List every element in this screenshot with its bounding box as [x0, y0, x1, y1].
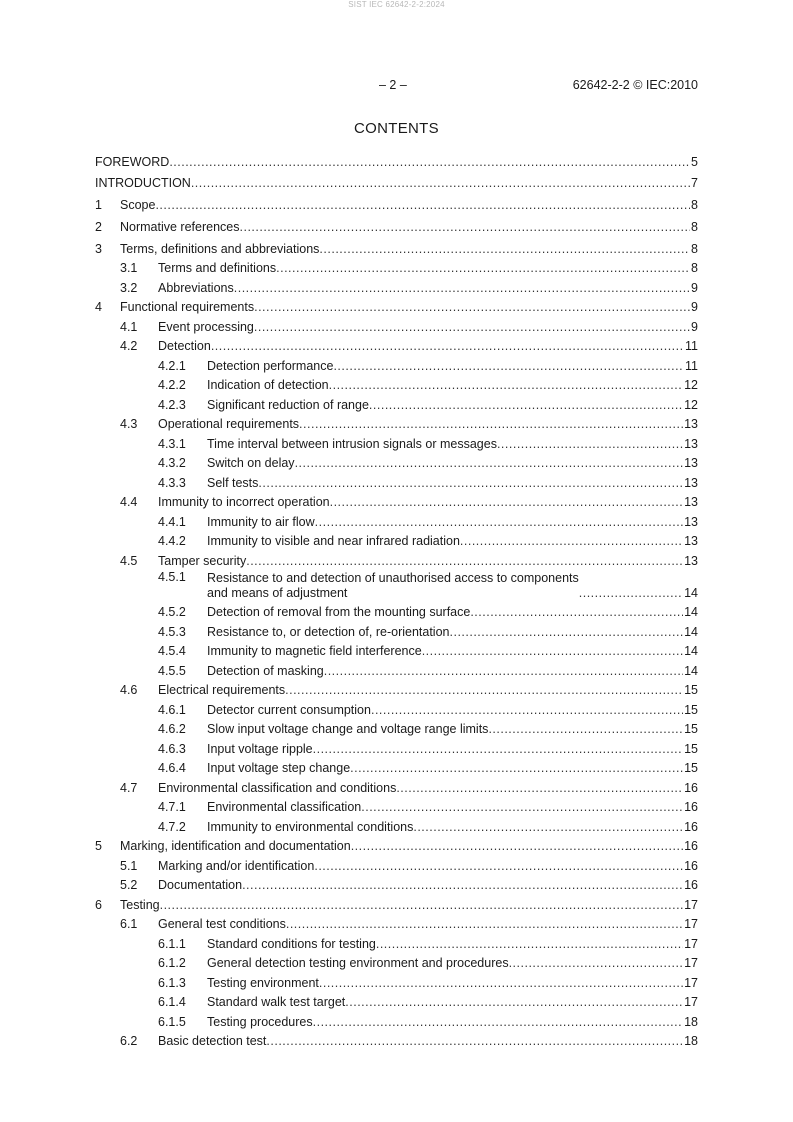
toc-entry-title-wrap	[120, 198, 690, 213]
toc-entry[interactable]	[95, 621, 698, 641]
dot-leader	[351, 839, 683, 854]
toc-entry-title-wrap	[207, 378, 683, 393]
toc-entry-title-wrap	[158, 281, 690, 296]
toc-entry-title-wrap	[158, 320, 690, 335]
toc-entry-page: 16	[684, 780, 698, 795]
toc-entry-title: Documentation	[158, 878, 243, 893]
toc-entry-title: Functional requirements	[120, 300, 255, 315]
toc-entry-page: 12	[684, 378, 698, 393]
toc-entry[interactable]	[95, 816, 698, 836]
toc-entry[interactable]	[95, 375, 698, 395]
toc-entry-title-wrap	[207, 722, 683, 737]
toc-entry-title: Immunity to air flow	[207, 514, 315, 529]
toc-entry[interactable]	[95, 719, 698, 739]
dot-leader	[333, 359, 684, 374]
toc-entry[interactable]	[95, 414, 698, 434]
toc-entry-title: Immunity to visible and near infrared radiation	[207, 534, 460, 549]
toc-entry-title-wrap	[207, 1015, 683, 1030]
toc-entry-title-wrap	[120, 839, 683, 854]
toc-entry-title: FOREWORD	[95, 154, 170, 169]
toc-entry-title: Detection	[158, 339, 211, 354]
toc-entry-title-wrap	[207, 956, 683, 971]
dot-leader	[488, 722, 683, 737]
toc-entry[interactable]	[95, 660, 698, 680]
toc-entry-number: 3	[95, 241, 102, 256]
toc-entry[interactable]	[95, 836, 698, 856]
toc-entry[interactable]	[95, 316, 698, 336]
toc-entry-title-block	[207, 571, 579, 601]
dot-leader	[369, 398, 683, 413]
toc-entry-title-wrap	[207, 742, 683, 757]
dot-leader	[155, 198, 690, 213]
dot-leader	[330, 495, 683, 510]
toc-entry-title-wrap	[158, 417, 683, 432]
dot-leader	[285, 683, 683, 698]
toc-entry[interactable]	[95, 492, 698, 512]
toc-entry-page: 17	[684, 897, 698, 912]
toc-entry-page: 13	[684, 495, 698, 510]
dot-leader	[345, 995, 683, 1010]
toc-entry-title-wrap	[158, 339, 684, 354]
page-number: – 2 –	[379, 78, 407, 92]
toc-entry[interactable]	[95, 777, 698, 797]
toc-entry[interactable]	[95, 171, 698, 193]
toc-entry-title: Abbreviations	[158, 280, 234, 295]
toc-entry[interactable]	[95, 550, 698, 570]
toc-entry-number: 4.5.5	[158, 663, 186, 678]
dot-leader	[315, 515, 683, 530]
dot-leader	[314, 859, 683, 874]
toc-entry-title-wrap	[207, 605, 683, 620]
toc-entry-number: 4.2.2	[158, 378, 186, 393]
toc-entry-page: 16	[684, 839, 698, 854]
toc-entry-title: Immunity to environmental conditions	[207, 819, 414, 834]
dot-leader	[509, 956, 684, 971]
dot-leader	[295, 456, 684, 471]
toc-entry-title: Testing environment	[207, 975, 319, 990]
toc-entry-number: 4.5.2	[158, 605, 186, 620]
toc-entry-page: 11	[685, 339, 698, 354]
toc-entry[interactable]	[95, 297, 698, 317]
toc-entry-title: Normative references	[120, 219, 240, 234]
toc-entry[interactable]	[95, 894, 698, 914]
toc-entry[interactable]	[95, 433, 698, 453]
toc-entry[interactable]	[95, 738, 698, 758]
toc-entry-title: Marking, identification and documentation	[120, 839, 351, 854]
toc-entry-title-wrap	[207, 398, 683, 413]
toc-entry-title: Event processing	[158, 319, 254, 334]
toc-entry-title-wrap	[158, 554, 683, 569]
toc-entry-page: 14	[684, 663, 698, 678]
toc-entry[interactable]	[95, 641, 698, 661]
toc-entry-number: 4.3	[120, 417, 138, 432]
toc-entry[interactable]	[95, 914, 698, 934]
toc-entry-page: 13	[684, 436, 698, 451]
toc-entry-title-wrap	[158, 261, 690, 276]
toc-entry-title: Testing	[120, 897, 160, 912]
dot-leader	[211, 339, 684, 354]
toc-entry-page: 17	[684, 975, 698, 990]
toc-entry[interactable]	[95, 758, 698, 778]
toc-entry-title-wrap	[207, 625, 683, 640]
dot-leader	[361, 800, 683, 815]
toc-entry-title: Immunity to incorrect operation	[158, 495, 330, 510]
dot-leader	[242, 878, 683, 893]
toc-entry-title-wrap	[207, 761, 683, 776]
toc-entry-title-wrap	[207, 359, 684, 374]
toc-entry-page: 8	[691, 219, 698, 234]
toc-entry-number: 2	[95, 219, 102, 234]
toc-entry-title: Detector current consumption	[207, 702, 371, 717]
dot-leader	[371, 703, 683, 718]
toc-entry-number: 4.4.1	[158, 514, 186, 529]
toc-entry-title: General detection testing environment and procedures	[207, 956, 509, 971]
toc-entry-title-wrap	[158, 1034, 683, 1049]
toc-entry-title: Environmental classification	[207, 800, 362, 815]
toc-entry-number: 4.4.2	[158, 534, 186, 549]
toc-entry-number: 6.1.4	[158, 995, 186, 1010]
toc-entry[interactable]	[95, 855, 698, 875]
dot-leader	[313, 742, 683, 757]
toc-entry-page: 14	[684, 624, 698, 639]
dot-leader	[266, 1034, 683, 1049]
toc-entry-title-wrap	[120, 220, 690, 235]
toc-entry[interactable]	[95, 953, 698, 973]
toc-entry-title: Standard walk test target	[207, 995, 346, 1010]
toc-entry-title: Detection of removal from the mounting surface	[207, 605, 471, 620]
toc-entry-page: 8	[691, 198, 698, 213]
toc-entry-title: and means of adjustment	[207, 585, 348, 600]
toc-entry-title: Resistance to, or detection of, re-orientation	[207, 624, 450, 639]
toc-entry-title: Input voltage step change	[207, 761, 351, 776]
toc-entry-number: 4.5.3	[158, 624, 186, 639]
toc-entry-page: 15	[684, 683, 698, 698]
toc-entry-number: 3.2	[120, 280, 138, 295]
toc-entry-number: 4.2.3	[158, 397, 186, 412]
toc-entry-title-wrap	[120, 898, 683, 913]
dot-leader	[246, 554, 683, 569]
dot-leader	[254, 300, 690, 315]
toc-entry-title: Environmental classification and conditions	[158, 780, 397, 795]
toc-entry-number: 4.7.1	[158, 800, 186, 815]
toc-entry-title: Detection performance	[207, 358, 334, 373]
toc-entry-title: Electrical requirements	[158, 683, 286, 698]
toc-entry-number: 4.1	[120, 319, 138, 334]
toc-entry-title-wrap	[207, 937, 683, 952]
toc-entry-page: 7	[691, 176, 698, 191]
toc-entry-title: Operational requirements	[158, 417, 300, 432]
toc-entry-number: 4.5	[120, 553, 138, 568]
toc-entry-title: Significant reduction of range	[207, 397, 369, 412]
toc-entry-number: 4.6	[120, 683, 138, 698]
toc-entry-title: Time interval between intrusion signals or messages	[207, 436, 497, 451]
toc-entry-number: 5.1	[120, 858, 138, 873]
toc-entry-title-line1: Resistance to and detection of unauthorised access to components	[207, 570, 579, 585]
toc-entry-number: 6.1	[120, 917, 138, 932]
toc-entry-title-wrap	[207, 976, 683, 991]
dot-leader	[169, 155, 690, 170]
toc-entry[interactable]	[95, 258, 698, 278]
dot-leader	[299, 417, 683, 432]
dot-leader	[497, 437, 683, 452]
toc-entry-page: 15	[684, 761, 698, 776]
toc-entry-number: 5.2	[120, 878, 138, 893]
toc-entry[interactable]	[95, 933, 698, 953]
toc-entry-number: 4.2	[120, 339, 138, 354]
toc-entry[interactable]	[95, 531, 698, 551]
toc-entry[interactable]	[95, 972, 698, 992]
toc-entry-page: 18	[684, 1034, 698, 1049]
toc-entry-page: 12	[684, 397, 698, 412]
toc-entry-title-wrap	[207, 515, 683, 530]
dot-leader	[258, 476, 683, 491]
toc-entry[interactable]	[95, 680, 698, 700]
toc-entry-page: 18	[684, 1014, 698, 1029]
toc-entry[interactable]	[95, 511, 698, 531]
toc-entry-title-wrap	[207, 571, 683, 601]
toc-entry-number: 6.2	[120, 1034, 138, 1049]
toc-entry[interactable]	[95, 1031, 698, 1051]
toc-entry-number: 4.6.1	[158, 702, 186, 717]
toc-entry-title: Switch on delay	[207, 456, 295, 471]
toc-entry-title-wrap	[158, 917, 683, 932]
toc-entry-title-wrap	[120, 242, 690, 257]
dot-leader	[234, 281, 690, 296]
toc-entry-title: Immunity to magnetic field interference	[207, 644, 422, 659]
toc-entry-page: 9	[691, 280, 698, 295]
toc-entry-number: 4.5.1	[158, 569, 186, 584]
toc-entry-title: General test conditions	[158, 917, 286, 932]
toc-entry-number: 6.1.5	[158, 1014, 186, 1029]
toc-entry-number: 4.6.2	[158, 722, 186, 737]
toc-entry-number: 6	[95, 897, 102, 912]
toc-entry-page: 13	[684, 553, 698, 568]
toc-entry-title-wrap	[207, 534, 683, 549]
dot-leader	[313, 1015, 683, 1030]
toc-entry-number: 4.4	[120, 495, 138, 510]
toc-entry-title-wrap	[207, 995, 683, 1010]
toc-entry-number: 4.6.3	[158, 741, 186, 756]
toc-entry-title: Tamper security	[158, 553, 247, 568]
toc-entry-page: 14	[684, 585, 698, 600]
toc-entry[interactable]	[95, 394, 698, 414]
toc-entry-title: Standard conditions for testing	[207, 936, 376, 951]
toc-entry[interactable]	[95, 699, 698, 719]
toc-entry-page: 5	[691, 154, 698, 169]
dot-leader	[470, 605, 683, 620]
document-id: 62642-2-2 © IEC:2010	[572, 78, 698, 92]
watermark: SIST IEC 62642-2-2:2024	[348, 0, 445, 9]
toc-entry-title-wrap	[207, 644, 683, 659]
toc-entry-page: 16	[684, 800, 698, 815]
toc-entry[interactable]	[95, 236, 698, 258]
toc-entry-title-wrap	[207, 820, 683, 835]
toc-entry-number: 4.6.4	[158, 761, 186, 776]
toc-entry-page: 8	[691, 261, 698, 276]
toc-entry-number: 4.7.2	[158, 819, 186, 834]
dot-leader	[579, 586, 683, 601]
toc-entry-title: Terms, definitions and abbreviations	[120, 241, 320, 256]
toc-entry-number: 1	[95, 198, 102, 213]
toc-entry[interactable]	[95, 192, 698, 214]
toc-entry[interactable]	[95, 336, 698, 356]
toc-entry-title-wrap	[120, 300, 690, 315]
toc-entry-number: 3.1	[120, 261, 138, 276]
dot-leader	[396, 781, 683, 796]
toc-entry[interactable]	[95, 472, 698, 492]
toc-entry-title: Indication of detection	[207, 378, 329, 393]
dot-leader	[286, 917, 683, 932]
toc-entry-number: 4.5.4	[158, 644, 186, 659]
dot-leader	[160, 898, 683, 913]
toc-entry-number: 4.7	[120, 780, 138, 795]
toc-entry[interactable]	[95, 1011, 698, 1031]
toc-entry-number: 4.3.1	[158, 436, 186, 451]
toc-entry[interactable]	[95, 453, 698, 473]
toc-entry[interactable]	[95, 570, 698, 602]
toc-entry-page: 15	[684, 702, 698, 717]
toc-entry-title: Basic detection test	[158, 1034, 267, 1049]
toc-entry-page: 14	[684, 605, 698, 620]
toc-entry-page: 17	[684, 956, 698, 971]
toc-entry-number: 4.2.1	[158, 358, 186, 373]
toc-entry[interactable]	[95, 355, 698, 375]
dot-leader	[319, 976, 683, 991]
dot-leader	[329, 378, 683, 393]
toc-entry-page: 13	[684, 456, 698, 471]
toc-entry-title-wrap	[207, 664, 683, 679]
dot-leader	[276, 261, 690, 276]
table-of-contents	[95, 151, 698, 1050]
dot-leader	[240, 220, 691, 235]
toc-entry-page: 17	[684, 917, 698, 932]
toc-entry-page: 13	[684, 514, 698, 529]
toc-entry-number: 4.3.2	[158, 456, 186, 471]
toc-entry-number: 6.1.1	[158, 936, 186, 951]
toc-entry-page: 16	[684, 819, 698, 834]
toc-entry-title-wrap	[158, 683, 683, 698]
toc-entry-page: 13	[684, 475, 698, 490]
toc-entry-page: 14	[684, 644, 698, 659]
toc-entry-title-wrap	[207, 800, 683, 815]
dot-leader	[413, 820, 683, 835]
toc-entry-title: INTRODUCTION	[95, 176, 191, 191]
toc-entry-title: Testing procedures	[207, 1014, 313, 1029]
toc-entry[interactable]	[95, 214, 698, 236]
toc-entry-title-wrap	[95, 176, 690, 191]
toc-entry-title-wrap	[158, 859, 683, 874]
toc-entry-title-wrap	[158, 495, 683, 510]
toc-entry-page: 13	[684, 534, 698, 549]
toc-entry-page: 17	[684, 995, 698, 1010]
toc-entry-number: 6.1.2	[158, 956, 186, 971]
toc-entry-title: Detection of masking	[207, 663, 324, 678]
toc-entry-title: Marking and/or identification	[158, 858, 315, 873]
toc-entry-page: 8	[691, 241, 698, 256]
toc-entry-title: Input voltage ripple	[207, 741, 313, 756]
dot-leader	[376, 937, 683, 952]
dot-leader	[191, 176, 690, 191]
toc-entry-title-wrap	[158, 878, 683, 893]
dot-leader	[460, 534, 683, 549]
toc-entry-page: 16	[684, 858, 698, 873]
dot-leader	[254, 320, 690, 335]
toc-entry-page: 9	[691, 319, 698, 334]
toc-entry[interactable]	[95, 992, 698, 1012]
toc-entry-title-wrap	[207, 476, 683, 491]
toc-entry[interactable]	[95, 277, 698, 297]
dot-leader	[450, 625, 684, 640]
toc-entry-title-wrap	[207, 437, 683, 452]
toc-entry-number: 4.3.3	[158, 475, 186, 490]
dot-leader	[350, 761, 683, 776]
dot-leader	[319, 242, 690, 257]
toc-entry-title-wrap	[158, 781, 683, 796]
toc-entry-page: 16	[684, 878, 698, 893]
toc-entry-title-wrap	[95, 155, 690, 170]
dot-leader	[422, 644, 683, 659]
toc-entry-number: 4	[95, 300, 102, 315]
toc-entry-number: 5	[95, 839, 102, 854]
toc-entry-title: Slow input voltage change and voltage range limits	[207, 722, 489, 737]
toc-entry-page: 15	[684, 741, 698, 756]
toc-entry-title: Scope	[120, 198, 156, 213]
contents-title: CONTENTS	[354, 120, 439, 137]
toc-entry-page: 13	[684, 417, 698, 432]
toc-entry[interactable]	[95, 797, 698, 817]
toc-entry[interactable]	[95, 151, 698, 171]
toc-entry-page: 11	[685, 358, 698, 373]
toc-entry-title: Terms and definitions	[158, 261, 277, 276]
toc-entry-title: Self tests	[207, 475, 259, 490]
toc-entry-page: 17	[684, 936, 698, 951]
toc-entry-title-wrap	[207, 456, 683, 471]
toc-entry-page: 15	[684, 722, 698, 737]
toc-entry-page: 9	[691, 300, 698, 315]
toc-entry-number: 6.1.3	[158, 975, 186, 990]
toc-entry[interactable]	[95, 602, 698, 622]
toc-entry[interactable]	[95, 875, 698, 895]
toc-entry-title-wrap	[207, 703, 683, 718]
dot-leader	[324, 664, 683, 679]
